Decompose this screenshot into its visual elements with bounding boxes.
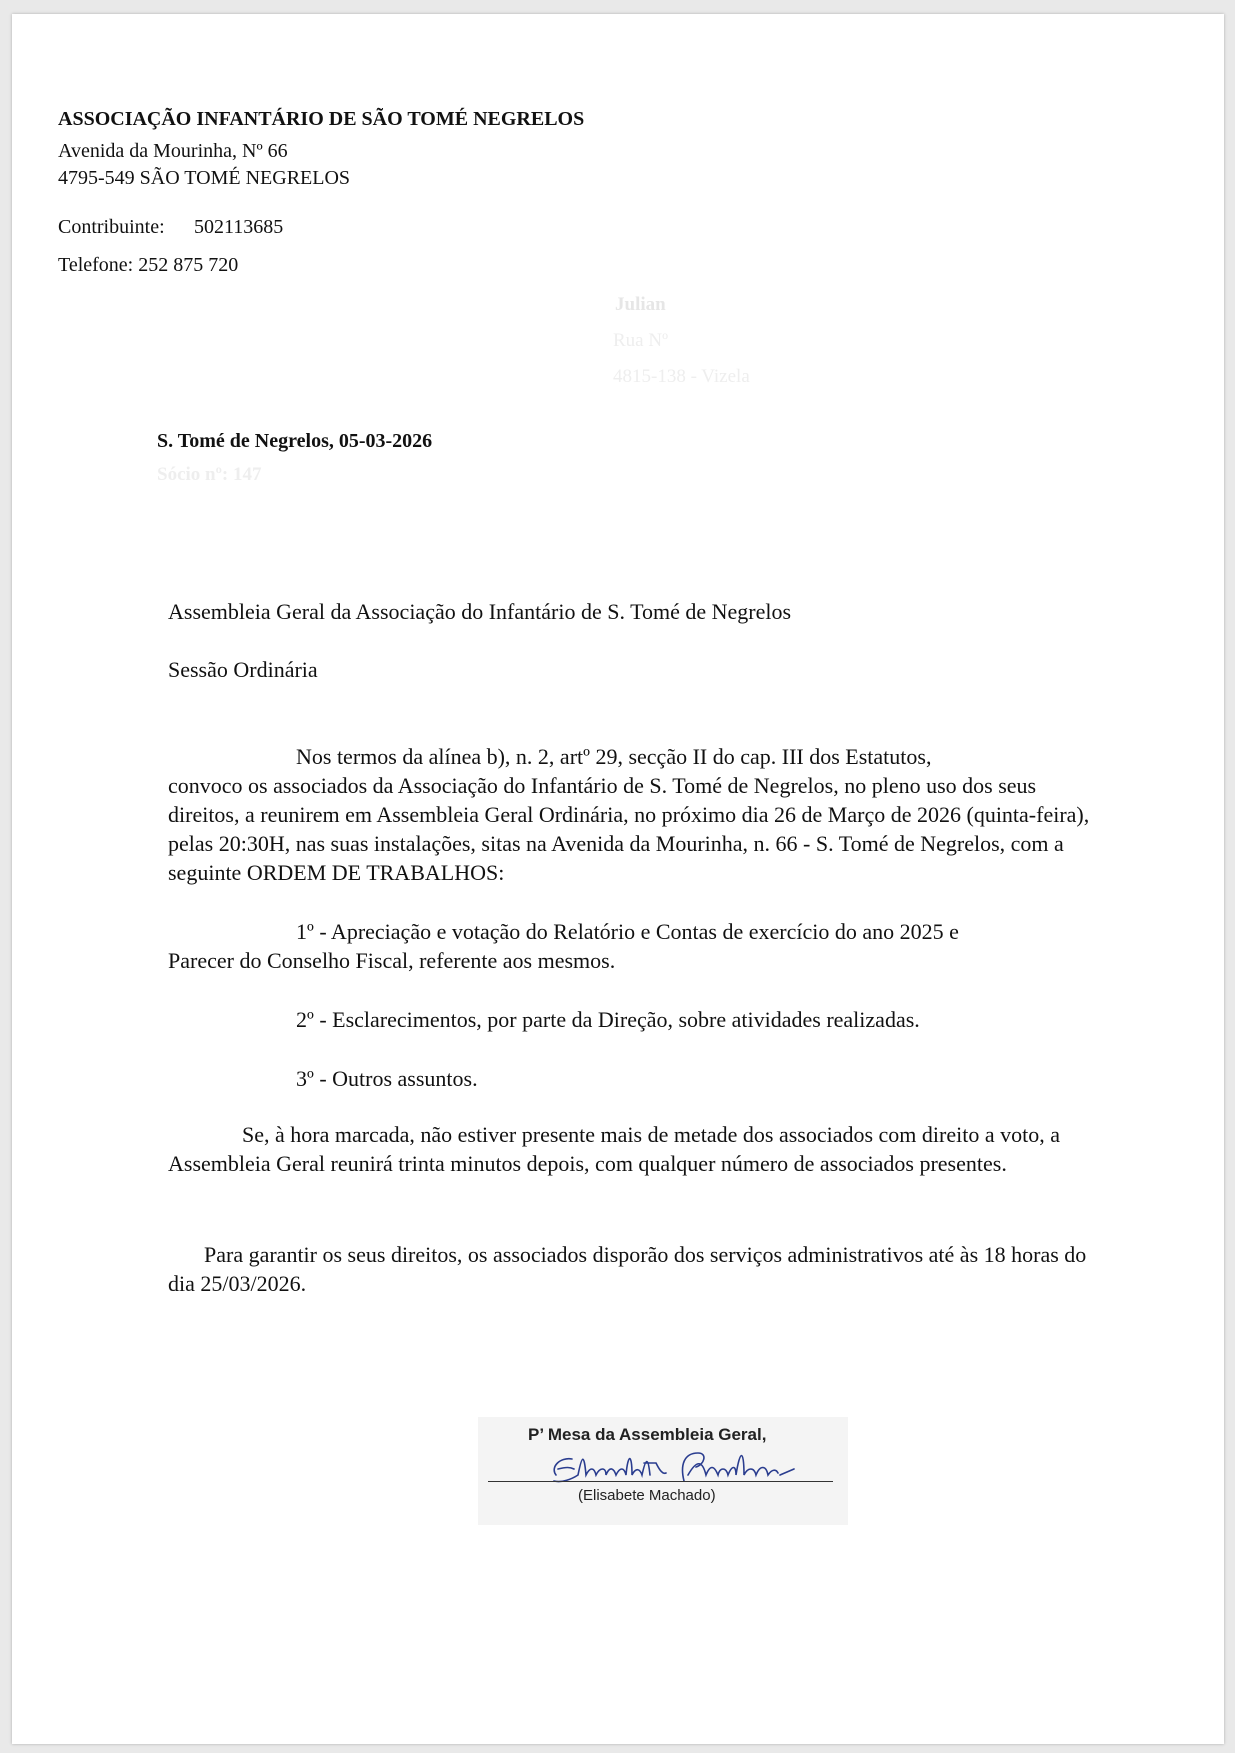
agenda-item-3: 3º - Outros assuntos.	[296, 1066, 478, 1091]
agenda-item-1	[168, 917, 1103, 975]
recipient-name-faint: Julian	[615, 294, 666, 315]
convocation-paragraph	[168, 742, 1103, 887]
signature-line	[488, 1481, 833, 1482]
signature-block	[478, 1417, 848, 1525]
agenda-item-2: 2º - Esclarecimentos, por parte da Direção, sobre atividades realizadas.	[296, 1007, 920, 1032]
org-name: ASSOCIAÇÃO INFANTÁRIO DE SÃO TOMÉ NEGRELOS	[58, 108, 585, 130]
convocation-body: convoco os associados da Associação do Infantário de S. Tomé de Negrelos, no pleno uso dos seus direitos, a reunirem em Assembleia Geral Ordinária, no próximo dia 26 de Março de 2026 (quinta-feira), pelas 20:30H, nas suas instalações, sitas na Avenida da Mourinha, n. 66 - S. Tomé de Negrelos, com a seguinte ORDEM DE TRABALHOS:	[168, 773, 1090, 885]
signature-printed-name: (Elisabete Machado)	[578, 1487, 716, 1504]
rights-paragraph: Para garantir os seus direitos, os associados disporão dos serviços administrativos até às 18 horas do dia 25/03/2026.	[168, 1242, 1087, 1296]
place-date: S. Tomé de Negrelos, 05-03-2026	[157, 430, 433, 452]
contribuinte-label: Contribuinte:	[58, 216, 165, 238]
recipient-postal-faint: 4815-138 - Vizela	[613, 366, 750, 387]
session-type: Sessão Ordinária	[168, 657, 318, 682]
handwritten-signature	[548, 1445, 818, 1489]
document-page	[12, 14, 1224, 1744]
convocation-first-line: Nos termos da alínea b), n. 2, artº 29, secção II do cap. III dos Estatutos,	[296, 744, 932, 769]
address-line-2: 4795-549 SÃO TOMÉ NEGRELOS	[58, 167, 351, 189]
quorum-paragraph: Se, à hora marcada, não estiver presente mais de metade dos associados com direito a voto, a Assembleia Geral reunirá trinta minutos depois, com qualquer número de associados presentes.	[168, 1122, 1060, 1176]
agenda-item-1-first-line: 1º - Apreciação e votação do Relatório e Contas de exercício do ano 2025 e	[296, 919, 959, 944]
socio-number-faint: Sócio nº: 147	[157, 464, 262, 485]
contribuinte-value: 502113685	[194, 216, 284, 238]
recipient-street-faint: Rua Nº	[613, 330, 668, 351]
agenda-item-1-rest: Parecer do Conselho Fiscal, referente aos mesmos.	[168, 948, 616, 973]
document-title: Assembleia Geral da Associação do Infantário de S. Tomé de Negrelos	[168, 599, 792, 624]
signature-title: P’ Mesa da Assembleia Geral,	[528, 1425, 767, 1444]
address-line-1: Avenida da Mourinha, Nº 66	[58, 140, 288, 162]
telefone: Telefone: 252 875 720	[58, 254, 239, 276]
